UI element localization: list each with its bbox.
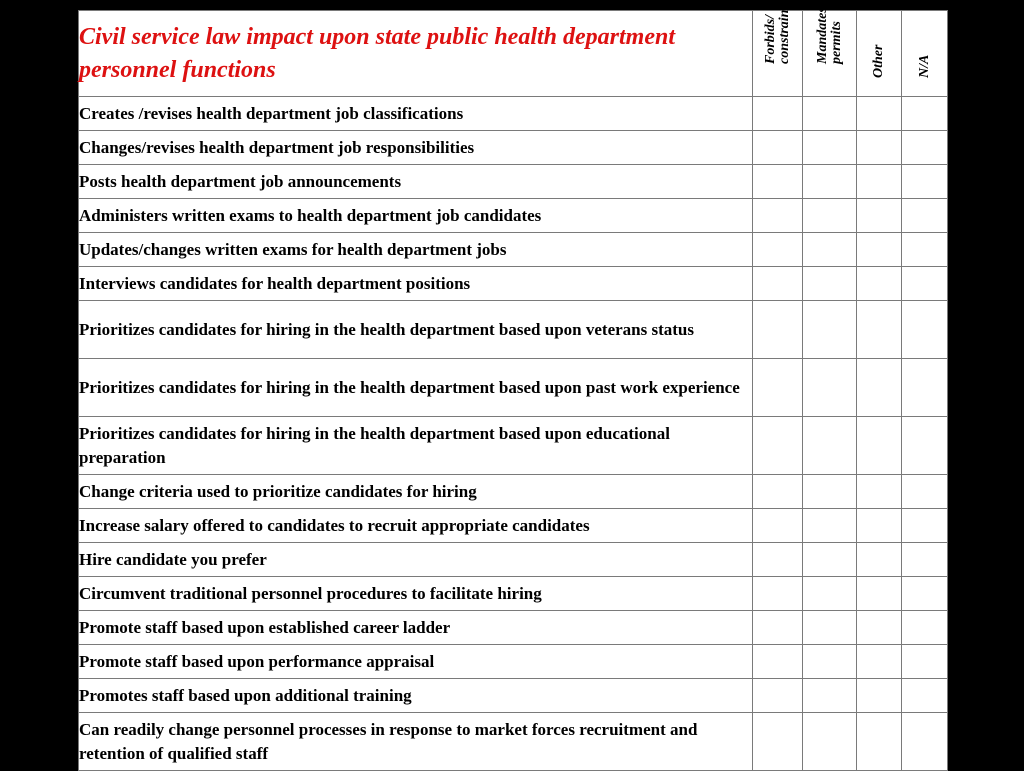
response-cell-mandates[interactable] [803, 165, 857, 199]
response-cell-mandates[interactable] [803, 611, 857, 645]
table-row [79, 165, 948, 199]
response-cell-forbids[interactable] [753, 165, 803, 199]
response-cell-na[interactable] [902, 233, 948, 267]
response-cell-na[interactable] [902, 577, 948, 611]
row-label: Posts health department job announcements [79, 165, 753, 199]
row-label: Circumvent traditional personnel procedures to facilitate hiring [79, 577, 753, 611]
row-label: Interviews candidates for health department positions [79, 267, 753, 301]
table-header-row [79, 11, 948, 97]
table-row [79, 97, 948, 131]
column-header-mandates [803, 3, 857, 97]
response-cell-na[interactable] [902, 543, 948, 577]
response-cell-other[interactable] [857, 475, 902, 509]
response-cell-mandates[interactable] [803, 359, 857, 417]
response-cell-na[interactable] [902, 359, 948, 417]
response-cell-na[interactable] [902, 165, 948, 199]
response-cell-forbids[interactable] [753, 359, 803, 417]
column-header-forbids [753, 4, 803, 97]
row-label: Administers written exams to health department job candidates [79, 199, 753, 233]
response-cell-forbids[interactable] [753, 543, 803, 577]
row-label: Updates/changes written exams for health department jobs [79, 233, 753, 267]
response-cell-forbids[interactable] [753, 233, 803, 267]
response-cell-na[interactable] [902, 131, 948, 165]
table-row [79, 233, 948, 267]
response-cell-mandates[interactable] [803, 301, 857, 359]
table-row [79, 267, 948, 301]
response-cell-forbids[interactable] [753, 199, 803, 233]
column-header-label: N/A [916, 54, 932, 78]
row-label: Promote staff based upon established career ladder [79, 611, 753, 645]
table-row [79, 359, 948, 417]
response-cell-mandates[interactable] [803, 543, 857, 577]
response-cell-na[interactable] [902, 509, 948, 543]
row-label: Promotes staff based upon additional training [79, 679, 753, 713]
table-body [79, 97, 948, 771]
response-cell-other[interactable] [857, 233, 902, 267]
response-cell-other[interactable] [857, 417, 902, 475]
response-cell-other[interactable] [857, 165, 902, 199]
response-cell-forbids[interactable] [753, 713, 803, 771]
row-label: Changes/revises health department job responsibilities [79, 131, 753, 165]
response-cell-other[interactable] [857, 509, 902, 543]
response-cell-forbids[interactable] [753, 475, 803, 509]
response-cell-other[interactable] [857, 645, 902, 679]
response-cell-other[interactable] [857, 577, 902, 611]
response-cell-mandates[interactable] [803, 645, 857, 679]
row-label: Prioritizes candidates for hiring in the health department based upon past work experience [79, 359, 753, 417]
table-row [79, 645, 948, 679]
response-cell-na[interactable] [902, 199, 948, 233]
response-cell-other[interactable] [857, 199, 902, 233]
column-header-na [902, 11, 948, 97]
table-row [79, 543, 948, 577]
response-cell-mandates[interactable] [803, 509, 857, 543]
table-row [79, 713, 948, 771]
table-row [79, 131, 948, 165]
response-cell-mandates[interactable] [803, 131, 857, 165]
response-cell-forbids[interactable] [753, 679, 803, 713]
response-cell-forbids[interactable] [753, 301, 803, 359]
response-cell-other[interactable] [857, 611, 902, 645]
column-header-other [857, 11, 902, 97]
table-row [79, 577, 948, 611]
row-label: Can readily change personnel processes in response to market forces recruitment and retention of qualified staff [79, 713, 753, 771]
table-row [79, 611, 948, 645]
response-cell-forbids[interactable] [753, 577, 803, 611]
row-label: Change criteria used to prioritize candidates for hiring [79, 475, 753, 509]
row-label: Creates /revises health department job classifications [79, 97, 753, 131]
response-cell-mandates[interactable] [803, 233, 857, 267]
response-cell-mandates[interactable] [803, 475, 857, 509]
response-cell-mandates[interactable] [803, 679, 857, 713]
response-cell-mandates[interactable] [803, 199, 857, 233]
response-cell-other[interactable] [857, 267, 902, 301]
row-label: Prioritizes candidates for hiring in the health department based upon veterans status [79, 301, 753, 359]
table-row [79, 199, 948, 233]
response-cell-forbids[interactable] [753, 97, 803, 131]
response-cell-forbids[interactable] [753, 611, 803, 645]
response-cell-na[interactable] [902, 97, 948, 131]
table-row [79, 301, 948, 359]
table-row [79, 417, 948, 475]
column-header-label: Forbids/ constrains [762, 4, 792, 64]
response-cell-other[interactable] [857, 713, 902, 771]
response-cell-other[interactable] [857, 131, 902, 165]
response-cell-na[interactable] [902, 713, 948, 771]
column-header-label: Mandates/ permits [814, 3, 844, 64]
response-cell-na[interactable] [902, 301, 948, 359]
response-cell-mandates[interactable] [803, 577, 857, 611]
response-cell-other[interactable] [857, 543, 902, 577]
response-cell-forbids[interactable] [753, 417, 803, 475]
survey-table [78, 3, 948, 771]
row-label: Prioritizes candidates for hiring in the health department based upon educational preparation [79, 417, 753, 475]
table-row [79, 679, 948, 713]
response-cell-other[interactable] [857, 679, 902, 713]
row-label: Increase salary offered to candidates to recruit appropriate candidates [79, 509, 753, 543]
response-cell-mandates[interactable] [803, 713, 857, 771]
response-cell-mandates[interactable] [803, 267, 857, 301]
table-row [79, 475, 948, 509]
response-cell-forbids[interactable] [753, 509, 803, 543]
response-cell-other[interactable] [857, 359, 902, 417]
response-cell-na[interactable] [902, 475, 948, 509]
response-cell-forbids[interactable] [753, 131, 803, 165]
table-row [79, 509, 948, 543]
response-cell-na[interactable] [902, 611, 948, 645]
row-label: Promote staff based upon performance appraisal [79, 645, 753, 679]
response-cell-na[interactable] [902, 267, 948, 301]
response-cell-na[interactable] [902, 417, 948, 475]
response-cell-other[interactable] [857, 97, 902, 131]
response-cell-forbids[interactable] [753, 645, 803, 679]
response-cell-na[interactable] [902, 645, 948, 679]
response-cell-forbids[interactable] [753, 267, 803, 301]
response-cell-mandates[interactable] [803, 417, 857, 475]
response-cell-na[interactable] [902, 679, 948, 713]
response-cell-other[interactable] [857, 301, 902, 359]
table-title: Civil service law impact upon state public health department personnel functions [79, 11, 753, 97]
column-header-label: Other [871, 44, 886, 78]
row-label: Hire candidate you prefer [79, 543, 753, 577]
response-cell-mandates[interactable] [803, 97, 857, 131]
